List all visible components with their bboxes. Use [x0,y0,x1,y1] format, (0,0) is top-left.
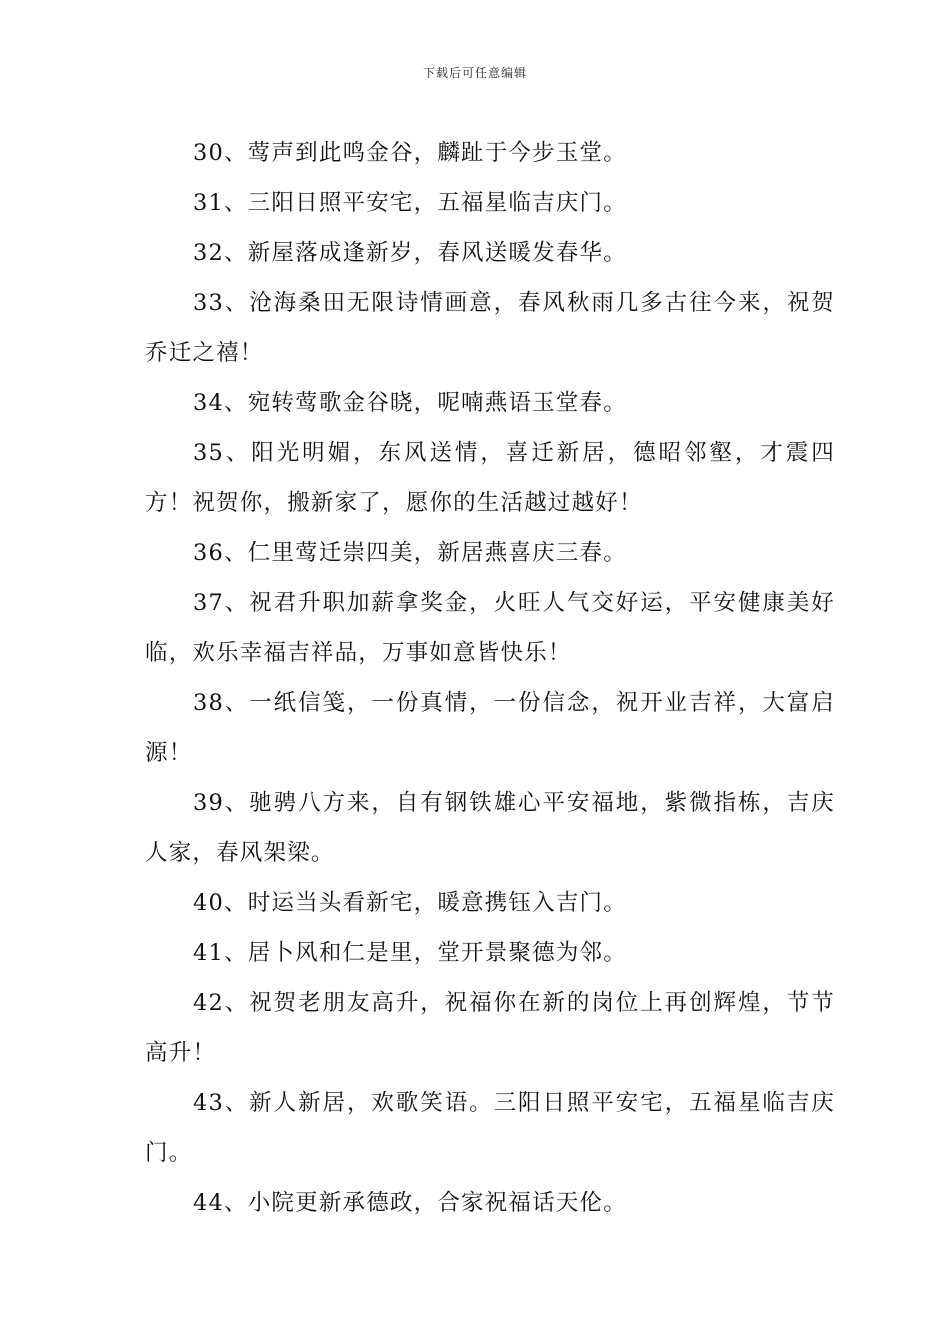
document-body [145,128,835,1228]
paragraph-33: 33、沧海桑田无限诗情画意，春风秋雨几多古往今来，祝贺乔迁之禧！ [145,290,835,366]
paragraph-40: 40、时运当头看新宅，暖意携钰入吉门。 [193,890,627,916]
paragraph-39: 39、驰骋八方来，自有钢铁雄心平安福地，紫微指栋，吉庆人家，春风架梁。 [145,790,835,866]
paragraph-36: 36、仁里莺迁崇四美，新居燕喜庆三春。 [193,540,627,566]
paragraph-35: 35、阳光明媚，东风送情，喜迁新居，德昭邻壑，才震四方！祝贺你，搬新家了，愿你的生活越过越好！ [145,440,835,516]
paragraph-42: 42、祝贺老朋友高升，祝福你在新的岗位上再创辉煌，节节高升！ [145,990,835,1066]
header-note: 下载后可任意编辑 [422,66,527,80]
paragraph-30: 30、莺声到此鸣金谷，麟趾于今步玉堂。 [193,140,627,166]
paragraph-38: 38、一纸信笺，一份真情，一份信念，祝开业吉祥，大富启源！ [145,690,835,766]
paragraph-41: 41、居卜风和仁是里，堂开景聚德为邻。 [193,940,627,966]
paragraph-32: 32、新屋落成逢新岁，春风送暖发春华。 [193,240,627,266]
paragraph-34: 34、宛转莺歌金谷晓，呢喃燕语玉堂春。 [193,390,627,416]
paragraph-44: 44、小院更新承德政，合家祝福话天伦。 [193,1190,627,1216]
paragraph-31: 31、三阳日照平安宅，五福星临吉庆门。 [193,190,627,216]
paragraph-43: 43、新人新居，欢歌笑语。三阳日照平安宅，五福星临吉庆门。 [145,1090,835,1166]
paragraph-37: 37、祝君升职加薪拿奖金，火旺人气交好运，平安健康美好临，欢乐幸福吉祥品，万事如意皆快乐！ [145,590,835,666]
